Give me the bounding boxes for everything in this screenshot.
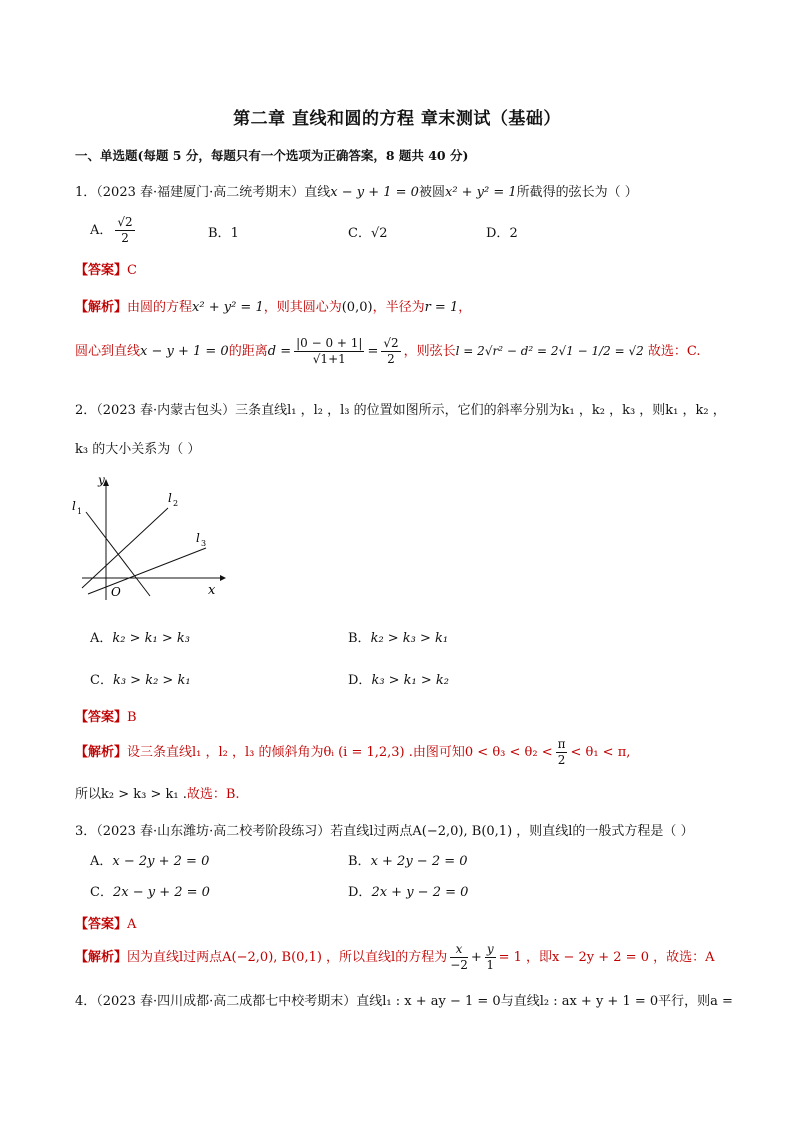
analysis-text: 的距离 xyxy=(228,344,268,359)
analysis-math: r = 1 xyxy=(424,300,459,315)
q2-option-d xyxy=(348,669,449,688)
option-letter: D． xyxy=(348,673,372,688)
q1-option-a xyxy=(90,215,138,246)
analysis-text: 圆心到直线 xyxy=(75,344,141,359)
l2-subscript: 2 xyxy=(173,499,179,508)
answer-tag: 【答案】 xyxy=(75,263,128,278)
option-letter: A． xyxy=(90,631,113,646)
x-axis-label: x xyxy=(208,583,216,598)
question-2-line-1: 2．（2023 春·内蒙古包头）三条直线l₁ ，l₂ ，l₃ 的位置如图所示，它们的斜率分别为k₁ ，k₂ ，k₃ ，则k₁ ，k₂ ， xyxy=(75,403,726,418)
option-text: 2x − y + 2 = 0 xyxy=(112,885,210,900)
x-fraction-denominator: −2 xyxy=(450,958,468,972)
option-text: 2x + y − 2 = 0 xyxy=(371,885,469,900)
option-letter: C． xyxy=(90,885,113,900)
origin-label: O xyxy=(111,585,121,599)
answer-value: C xyxy=(127,263,137,278)
option-a-numerator: √2 xyxy=(117,215,133,229)
answer-tag: 【答案】 xyxy=(75,917,128,932)
analysis-text: 设三条直线l₁ ，l₂ ，l₃ 的倾斜角为θᵢ (i = 1,2,3) .由图可知0 < θ₃ < θ₂ < xyxy=(127,745,553,760)
option-text: x − 2y + 2 = 0 xyxy=(112,854,210,869)
y-fraction-numerator: y xyxy=(486,942,494,956)
option-text: k₂ > k₁ > k₃ xyxy=(112,631,190,646)
question-1-mid: 被圆 xyxy=(418,185,445,200)
option-letter: A． xyxy=(90,854,113,869)
question-3: 3．（2023 春·山东潍坊·高二校考阶段练习）若直线l过两点A(−2,0), B(0,1) ，则直线l的一般式方程是（ ） xyxy=(75,824,694,839)
analysis-text: 因为直线l过两点A(−2,0), B(0,1) ，所以直线l的方程为 xyxy=(127,950,448,965)
analysis-tag: 【解析】 xyxy=(75,950,128,965)
chord-length-formula: l = 2√r² − d² = 2√1 − 1/2 = √2 xyxy=(455,344,644,358)
analysis-math: (0,0) xyxy=(341,300,373,315)
x-fraction-numerator: x xyxy=(450,942,468,958)
answer-tag: 【答案】 xyxy=(75,710,128,725)
distance-denominator: √1+1 xyxy=(312,352,346,366)
distance-result-numerator: √2 xyxy=(383,336,399,350)
analysis-text: ，半径为 xyxy=(372,300,425,315)
equals-sign: = xyxy=(367,344,379,359)
l1-subscript: 1 xyxy=(77,507,83,516)
q2-option-b xyxy=(348,627,448,646)
question-1-circle-eq: x² + y² = 1 xyxy=(444,185,517,200)
y-fraction-denominator: 1 xyxy=(486,958,495,972)
page-title: 第二章 直线和圆的方程 章末测试（基础） xyxy=(233,109,561,129)
q2-option-a xyxy=(90,627,190,646)
question-1-line-eq: x − y + 1 = 0 xyxy=(330,185,419,200)
analysis-text: 由圆的方程 xyxy=(127,300,193,315)
q1-option-d xyxy=(486,222,518,241)
q3-option-d xyxy=(348,881,468,900)
distance-result-denominator: 2 xyxy=(387,352,395,366)
l3-subscript: 3 xyxy=(201,539,207,548)
lines-figure xyxy=(70,472,230,612)
analysis-tag: 【解析】 xyxy=(75,745,128,760)
l2-label: l xyxy=(168,491,172,505)
plus-sign: + xyxy=(470,950,482,965)
q1-option-b xyxy=(208,222,239,241)
option-letter: A． xyxy=(90,223,113,238)
option-letter: D． xyxy=(486,226,510,241)
answer-value: B xyxy=(127,710,137,725)
analysis-tag: 【解析】 xyxy=(75,300,128,315)
l1-label: l xyxy=(72,499,76,513)
question-1-prefix: 1．（2023 春·福建厦门·高二统考期末）直线 xyxy=(75,185,331,200)
option-text: x + 2y − 2 = 0 xyxy=(370,854,468,869)
analysis-text: 所以k₂ > k₃ > k₁ . xyxy=(75,787,187,802)
q2-analysis-line-2 xyxy=(75,783,240,802)
option-text: k₃ > k₂ > k₁ xyxy=(112,673,191,688)
q1-analysis-line-2 xyxy=(75,336,701,367)
analysis-text: ，则弦长 xyxy=(403,344,456,359)
q3-answer xyxy=(75,913,136,932)
option-text: k₃ > k₁ > k₂ xyxy=(371,673,450,688)
analysis-text: 故选：B. xyxy=(186,787,240,802)
option-text: k₂ > k₃ > k₁ xyxy=(370,631,449,646)
option-text: 1 xyxy=(230,226,239,241)
analysis-text: ，则其圆心为 xyxy=(263,300,342,315)
answer-value: A xyxy=(127,917,137,932)
analysis-math: x² + y² = 1 xyxy=(192,300,264,315)
analysis-text: 故选：C. xyxy=(643,344,701,359)
line-l2 xyxy=(82,508,168,588)
distance-numerator: |0 − 0 + 1| xyxy=(296,336,363,350)
question-1-suffix: 所截得的弦长为（ ） xyxy=(516,185,638,200)
analysis-math: x − y + 1 = 0 xyxy=(140,344,229,359)
analysis-text: ， xyxy=(458,300,472,315)
x-axis-arrow xyxy=(220,575,226,581)
q3-option-c xyxy=(90,881,210,900)
q2-option-c xyxy=(90,669,191,688)
question-2-line-2: k₃ 的大小关系为（ ） xyxy=(75,442,201,457)
q3-analysis xyxy=(75,942,715,973)
option-letter: C． xyxy=(90,673,113,688)
option-letter: D． xyxy=(348,885,372,900)
q1-analysis-line-1 xyxy=(75,296,471,315)
q1-answer xyxy=(75,259,137,278)
q1-option-c xyxy=(348,222,388,241)
section-heading: 一、单选题(每题 5 分，每题只有一个选项为正确答案，8 题共 40 分) xyxy=(75,148,469,163)
y-axis-label: y xyxy=(98,473,105,487)
q2-answer xyxy=(75,706,137,725)
option-text: 2 xyxy=(509,226,518,241)
option-letter: B． xyxy=(348,854,371,869)
option-text: √2 xyxy=(370,226,388,241)
l3-label: l xyxy=(196,531,200,545)
option-letter: B． xyxy=(348,631,371,646)
q3-option-b xyxy=(348,850,468,869)
q2-analysis-line-1 xyxy=(75,737,630,768)
q3-option-a xyxy=(90,850,209,869)
option-letter: C． xyxy=(348,226,371,241)
pi-numerator: π xyxy=(557,737,566,751)
question-1 xyxy=(75,181,638,200)
pi-denominator: 2 xyxy=(557,753,566,767)
analysis-math: d = xyxy=(267,344,292,359)
question-4: 4．（2023 春·四川成都·高二成都七中校考期末）直线l₁ : x + ay − 1 = 0与直线l₂ : ax + y + 1 = 0平行，则a = xyxy=(75,994,733,1009)
option-letter: B． xyxy=(208,226,231,241)
option-a-denominator: 2 xyxy=(121,231,129,245)
analysis-text: < θ₁ < π, xyxy=(570,745,631,760)
analysis-text: = 1 ，即x − 2y + 2 = 0 ，故选：A xyxy=(498,950,715,965)
